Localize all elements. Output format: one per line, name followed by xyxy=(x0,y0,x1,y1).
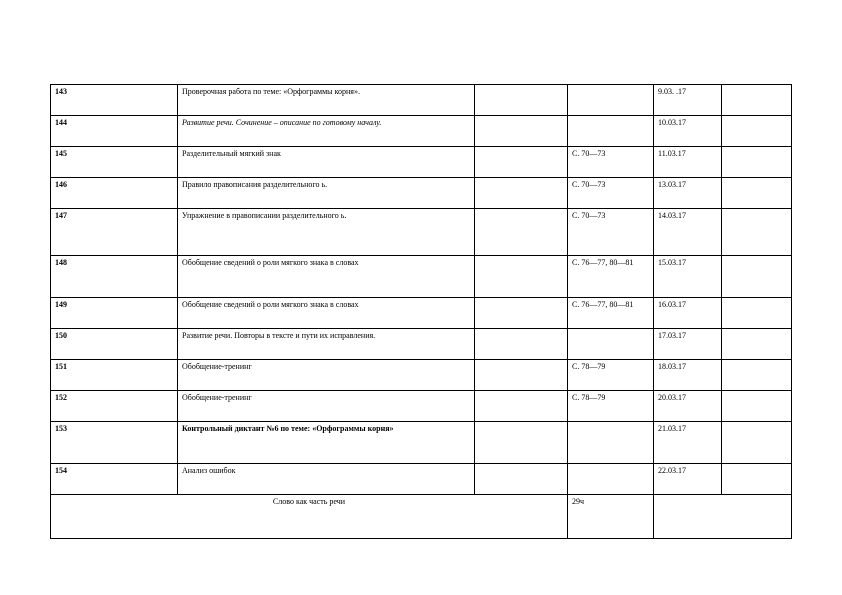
lesson-fact-date xyxy=(722,178,792,209)
table-row xyxy=(51,209,792,256)
lesson-number: 154 xyxy=(51,464,178,495)
lesson-pages: С. 78—79 xyxy=(568,391,654,422)
lesson-date: 9.03. .17 xyxy=(654,85,722,116)
lesson-date: 10.03.17 xyxy=(654,116,722,147)
lesson-fact-date xyxy=(722,391,792,422)
lesson-extra xyxy=(475,116,568,147)
lesson-date: 11.03.17 xyxy=(654,147,722,178)
lesson-extra xyxy=(475,329,568,360)
lesson-topic: Разделительный мягкий знак xyxy=(178,147,475,178)
lesson-topic: Обобщение сведений о роли мягкого знака в словах xyxy=(178,256,475,298)
lesson-date: 13.03.17 xyxy=(654,178,722,209)
lesson-fact-date xyxy=(722,464,792,495)
lesson-number: 153 xyxy=(51,422,178,464)
lesson-date: 14.03.17 xyxy=(654,209,722,256)
lesson-pages: С. 70—73 xyxy=(568,178,654,209)
lesson-topic: Развитие речи. Сочинение – описание по готовому началу. xyxy=(178,116,475,147)
lesson-date: 15.03.17 xyxy=(654,256,722,298)
table-row xyxy=(51,391,792,422)
section-row xyxy=(51,495,792,539)
lesson-number: 149 xyxy=(51,298,178,329)
lesson-fact-date xyxy=(722,329,792,360)
section-title: Слово как часть речи xyxy=(51,495,568,539)
lesson-number: 145 xyxy=(51,147,178,178)
table-row xyxy=(51,360,792,391)
lesson-fact-date xyxy=(722,116,792,147)
lesson-fact-date xyxy=(722,209,792,256)
lesson-date: 16.03.17 xyxy=(654,298,722,329)
lesson-fact-date xyxy=(722,256,792,298)
lesson-plan-body xyxy=(51,85,792,539)
section-empty-cell xyxy=(654,495,792,539)
lesson-pages: С. 78—79 xyxy=(568,360,654,391)
lesson-extra xyxy=(475,147,568,178)
lesson-topic: Упражнение в правописании разделительного ь. xyxy=(178,209,475,256)
lesson-pages xyxy=(568,422,654,464)
lesson-number: 147 xyxy=(51,209,178,256)
lesson-topic: Проверочная работа по теме: «Орфограммы корня». xyxy=(178,85,475,116)
table-row xyxy=(51,85,792,116)
lesson-fact-date xyxy=(722,360,792,391)
table-row xyxy=(51,116,792,147)
lesson-topic: Обобщение-тренинг xyxy=(178,360,475,391)
lesson-topic: Обобщение-тренинг xyxy=(178,391,475,422)
lesson-date: 21.03.17 xyxy=(654,422,722,464)
table-row xyxy=(51,329,792,360)
lesson-number: 150 xyxy=(51,329,178,360)
lesson-extra xyxy=(475,422,568,464)
lesson-plan-table xyxy=(50,84,792,539)
table-row xyxy=(51,256,792,298)
lesson-pages: С. 76—77, 80—81 xyxy=(568,256,654,298)
lesson-extra xyxy=(475,298,568,329)
lesson-pages xyxy=(568,464,654,495)
lesson-pages xyxy=(568,116,654,147)
lesson-pages xyxy=(568,85,654,116)
lesson-extra xyxy=(475,360,568,391)
table-row xyxy=(51,147,792,178)
lesson-topic: Контрольный диктант №6 по теме: «Орфограммы корня» xyxy=(178,422,475,464)
table-row xyxy=(51,298,792,329)
lesson-fact-date xyxy=(722,147,792,178)
lesson-pages: С. 70—73 xyxy=(568,147,654,178)
lesson-topic: Анализ ошибок xyxy=(178,464,475,495)
lesson-date: 22.03.17 xyxy=(654,464,722,495)
lesson-topic: Правило правописания разделительного ь. xyxy=(178,178,475,209)
lesson-number: 151 xyxy=(51,360,178,391)
lesson-number: 148 xyxy=(51,256,178,298)
lesson-pages: С. 70—73 xyxy=(568,209,654,256)
lesson-fact-date xyxy=(722,298,792,329)
lesson-number: 152 xyxy=(51,391,178,422)
lesson-pages xyxy=(568,329,654,360)
lesson-extra xyxy=(475,178,568,209)
lesson-date: 17.03.17 xyxy=(654,329,722,360)
lesson-topic: Обобщение сведений о роли мягкого знака в словах xyxy=(178,298,475,329)
lesson-fact-date xyxy=(722,422,792,464)
lesson-topic: Развитие речи. Повторы в тексте и пути их исправления. xyxy=(178,329,475,360)
lesson-extra xyxy=(475,464,568,495)
lesson-number: 144 xyxy=(51,116,178,147)
lesson-number: 143 xyxy=(51,85,178,116)
table-row xyxy=(51,178,792,209)
lesson-extra xyxy=(475,391,568,422)
lesson-date: 20.03.17 xyxy=(654,391,722,422)
lesson-pages: С. 76—77, 80—81 xyxy=(568,298,654,329)
lesson-date: 18.03.17 xyxy=(654,360,722,391)
table-row xyxy=(51,464,792,495)
section-hours: 29ч xyxy=(568,495,654,539)
lesson-extra xyxy=(475,256,568,298)
lesson-number: 146 xyxy=(51,178,178,209)
table-row xyxy=(51,422,792,464)
lesson-extra xyxy=(475,85,568,116)
lesson-extra xyxy=(475,209,568,256)
lesson-fact-date xyxy=(722,85,792,116)
